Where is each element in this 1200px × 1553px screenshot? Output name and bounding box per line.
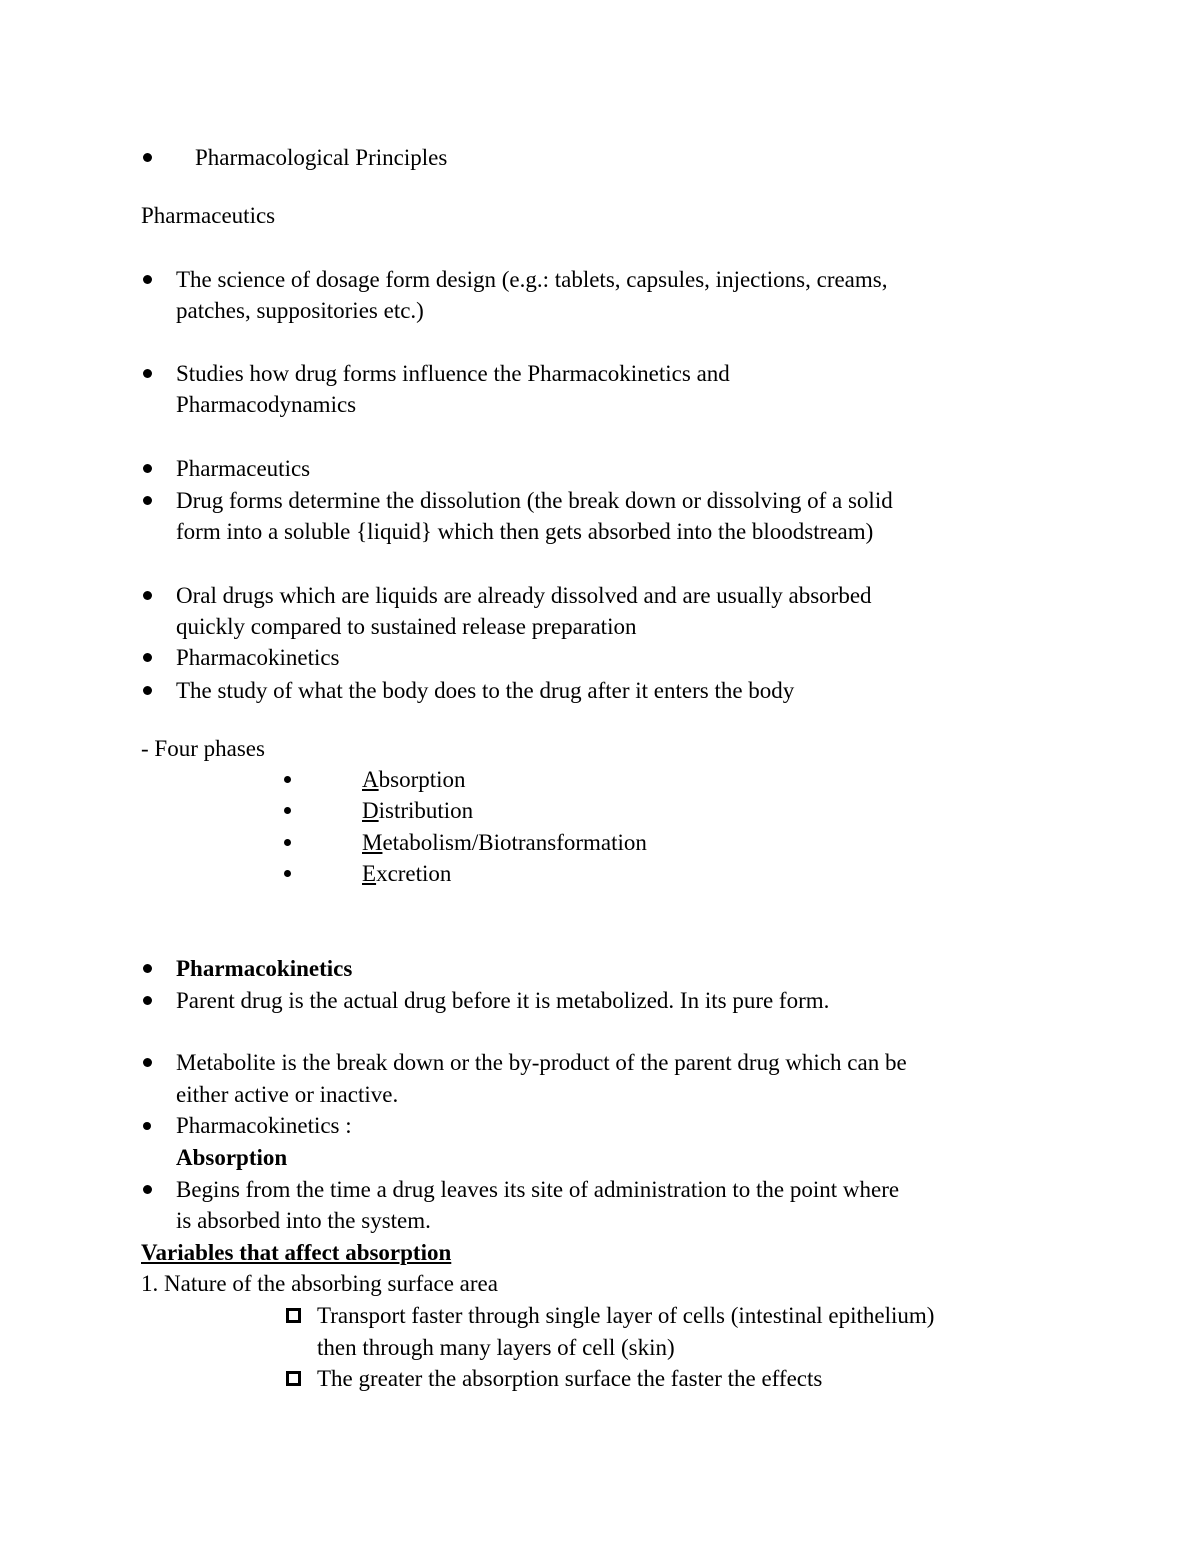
document-title: Pharmacological Principles	[195, 145, 448, 170]
bullet-icon	[143, 153, 152, 162]
bullet-icon	[143, 686, 152, 695]
list-item-bold-subheading: Absorption	[176, 1145, 288, 1170]
list-item: Pharmacokinetics	[176, 645, 340, 670]
bullet-icon	[143, 964, 152, 973]
phase-item: Distribution	[362, 798, 474, 823]
bullet-icon	[143, 275, 152, 284]
checkbox-square-icon	[286, 1308, 301, 1323]
list-item-continuation: quickly compared to sustained release preparation	[176, 614, 637, 639]
section-heading: Pharmaceutics	[141, 203, 276, 228]
bullet-icon	[143, 496, 152, 505]
bullet-icon	[143, 464, 152, 473]
numbered-item: 1. Nature of the absorbing surface area	[141, 1271, 498, 1296]
list-item-continuation: patches, suppositories etc.)	[176, 298, 424, 323]
list-item: Pharmaceutics	[176, 456, 311, 481]
bullet-icon	[284, 807, 291, 814]
bullet-icon	[284, 839, 291, 846]
bullet-icon	[143, 1058, 152, 1067]
list-item: Metabolite is the break down or the by-product of the parent drug which can be	[176, 1050, 907, 1075]
bullet-icon	[284, 776, 291, 783]
bullet-icon	[143, 369, 152, 378]
checkbox-square-icon	[286, 1371, 301, 1386]
bullet-icon	[143, 1122, 151, 1130]
phase-item: Absorption	[362, 767, 466, 792]
list-item-continuation: Pharmacodynamics	[176, 392, 357, 417]
list-item-continuation: either active or inactive.	[176, 1082, 399, 1107]
bullet-icon	[143, 1185, 152, 1194]
list-item: The science of dosage form design (e.g.: tablets, capsules, injections, creams,	[176, 267, 888, 292]
four-phases-label: - Four phases	[141, 736, 265, 761]
bullet-icon	[143, 996, 152, 1005]
list-item-continuation: is absorbed into the system.	[176, 1208, 431, 1233]
list-item-bold: Pharmacokinetics	[176, 956, 353, 981]
list-item: Parent drug is the actual drug before it is metabolized. In its pure form.	[176, 988, 830, 1013]
bullet-icon	[284, 870, 291, 877]
list-item: Begins from the time a drug leaves its site of administration to the point where	[176, 1177, 900, 1202]
list-item: Oral drugs which are liquids are already dissolved and are usually absorbed	[176, 583, 872, 608]
list-item: Studies how drug forms influence the Pharmacokinetics and	[176, 361, 730, 386]
phase-item: Metabolism/Biotransformation	[362, 830, 647, 855]
sub-item: Transport faster through single layer of cells (intestinal epithelium)	[317, 1303, 935, 1328]
variables-heading: Variables that affect absorption	[141, 1240, 452, 1265]
list-item-continuation: form into a soluble {liquid} which then gets absorbed into the bloodstream)	[176, 519, 874, 544]
sub-item-continuation: then through many layers of cell (skin)	[317, 1335, 675, 1360]
bullet-icon	[143, 653, 152, 662]
list-item: Drug forms determine the dissolution (the break down or dissolving of a solid	[176, 488, 893, 513]
list-item: Pharmacokinetics :	[176, 1113, 352, 1138]
phase-item: Excretion	[362, 861, 452, 886]
sub-item: The greater the absorption surface the faster the effects	[317, 1366, 823, 1391]
bullet-icon	[143, 591, 152, 600]
list-item: The study of what the body does to the drug after it enters the body	[176, 678, 795, 703]
